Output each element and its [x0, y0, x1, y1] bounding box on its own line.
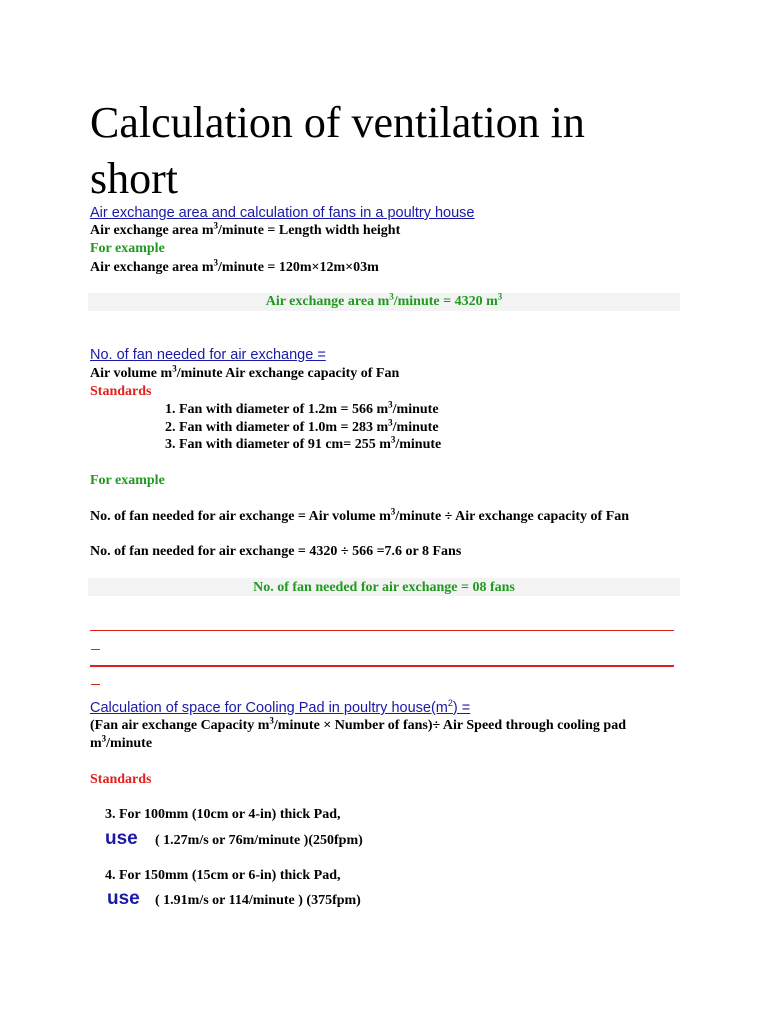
section3-heading: Calculation of space for Cooling Pad in poultry $house(m^2)$ = [90, 698, 471, 716]
section1-result: Air exchange area $m^3$/minute = 4320 $m^3$ [265, 291, 503, 309]
section2-standards-label: Standards [90, 384, 152, 399]
section2-standard-3: 3. Fan with diameter of 91 cm= 255 $m^3$/minute [165, 434, 442, 452]
section3-item-3-detail: ( 1.27m/s or 76m/minute )(250fpm) [155, 833, 363, 848]
section2-standard-2: 2. Fan with diameter of 1.0m = 283 $m^3$/minute [165, 417, 439, 435]
section2-example-label: For example [90, 473, 165, 488]
section3-item-3-use: use [105, 828, 138, 849]
section2-calc-1: No. of fan needed for air exchange = Air volume $m^3$/minute ÷ Air exchange capacity of Fan [90, 506, 630, 524]
section3-item-3: 3. For 100mm (10cm or 4-in) thick Pad, [105, 807, 341, 822]
page-title: Calculation of ventilation in [90, 98, 585, 147]
separator-line-1 [90, 630, 674, 631]
section2-result: No. of fan needed for air exchange = 08 fans [253, 580, 515, 595]
section2-standard-1: 1. Fan with diameter of 1.2m = 566 $m^3$/minute [165, 399, 439, 417]
section3-standards-label: Standards [90, 772, 152, 787]
separator-dash-2 [91, 684, 100, 685]
section3-item-4: 4. For 150mm (15cm or 6-in) thick Pad, [105, 868, 341, 883]
section3-item-4-use: use [107, 888, 140, 909]
section3-formula: (Fan air exchange Capacity $m^3$/minute × Number of fans)÷ Air Speed through cooling pad [90, 715, 626, 733]
section1-formula: Air exchange area $m^3$/minute = Length width height [90, 220, 401, 238]
section1-example-label: For example [90, 241, 165, 256]
section1-heading: Air exchange area and calculation of fans in a poultry house [90, 205, 475, 221]
separator-dash-1 [91, 649, 100, 650]
section1-example: Air exchange area $m^3$/minute = 120m×12m×03m [90, 257, 379, 275]
page-title-line2: short [90, 154, 178, 203]
section2-formula: Air volume $m^3$/minute Air exchange capacity of Fan [90, 363, 400, 381]
section2-calc-2: No. of fan needed for air exchange = 4320 ÷ 566 =7.6 or 8 Fans [90, 544, 462, 559]
section3-item-4-detail: ( 1.91m/s or 114/minute ) (375fpm) [155, 893, 361, 908]
separator-line-2 [90, 665, 674, 667]
section2-heading: No. of fan needed for air exchange = [90, 347, 326, 363]
section3-formula-cont: $m^3$/minute [90, 733, 153, 751]
